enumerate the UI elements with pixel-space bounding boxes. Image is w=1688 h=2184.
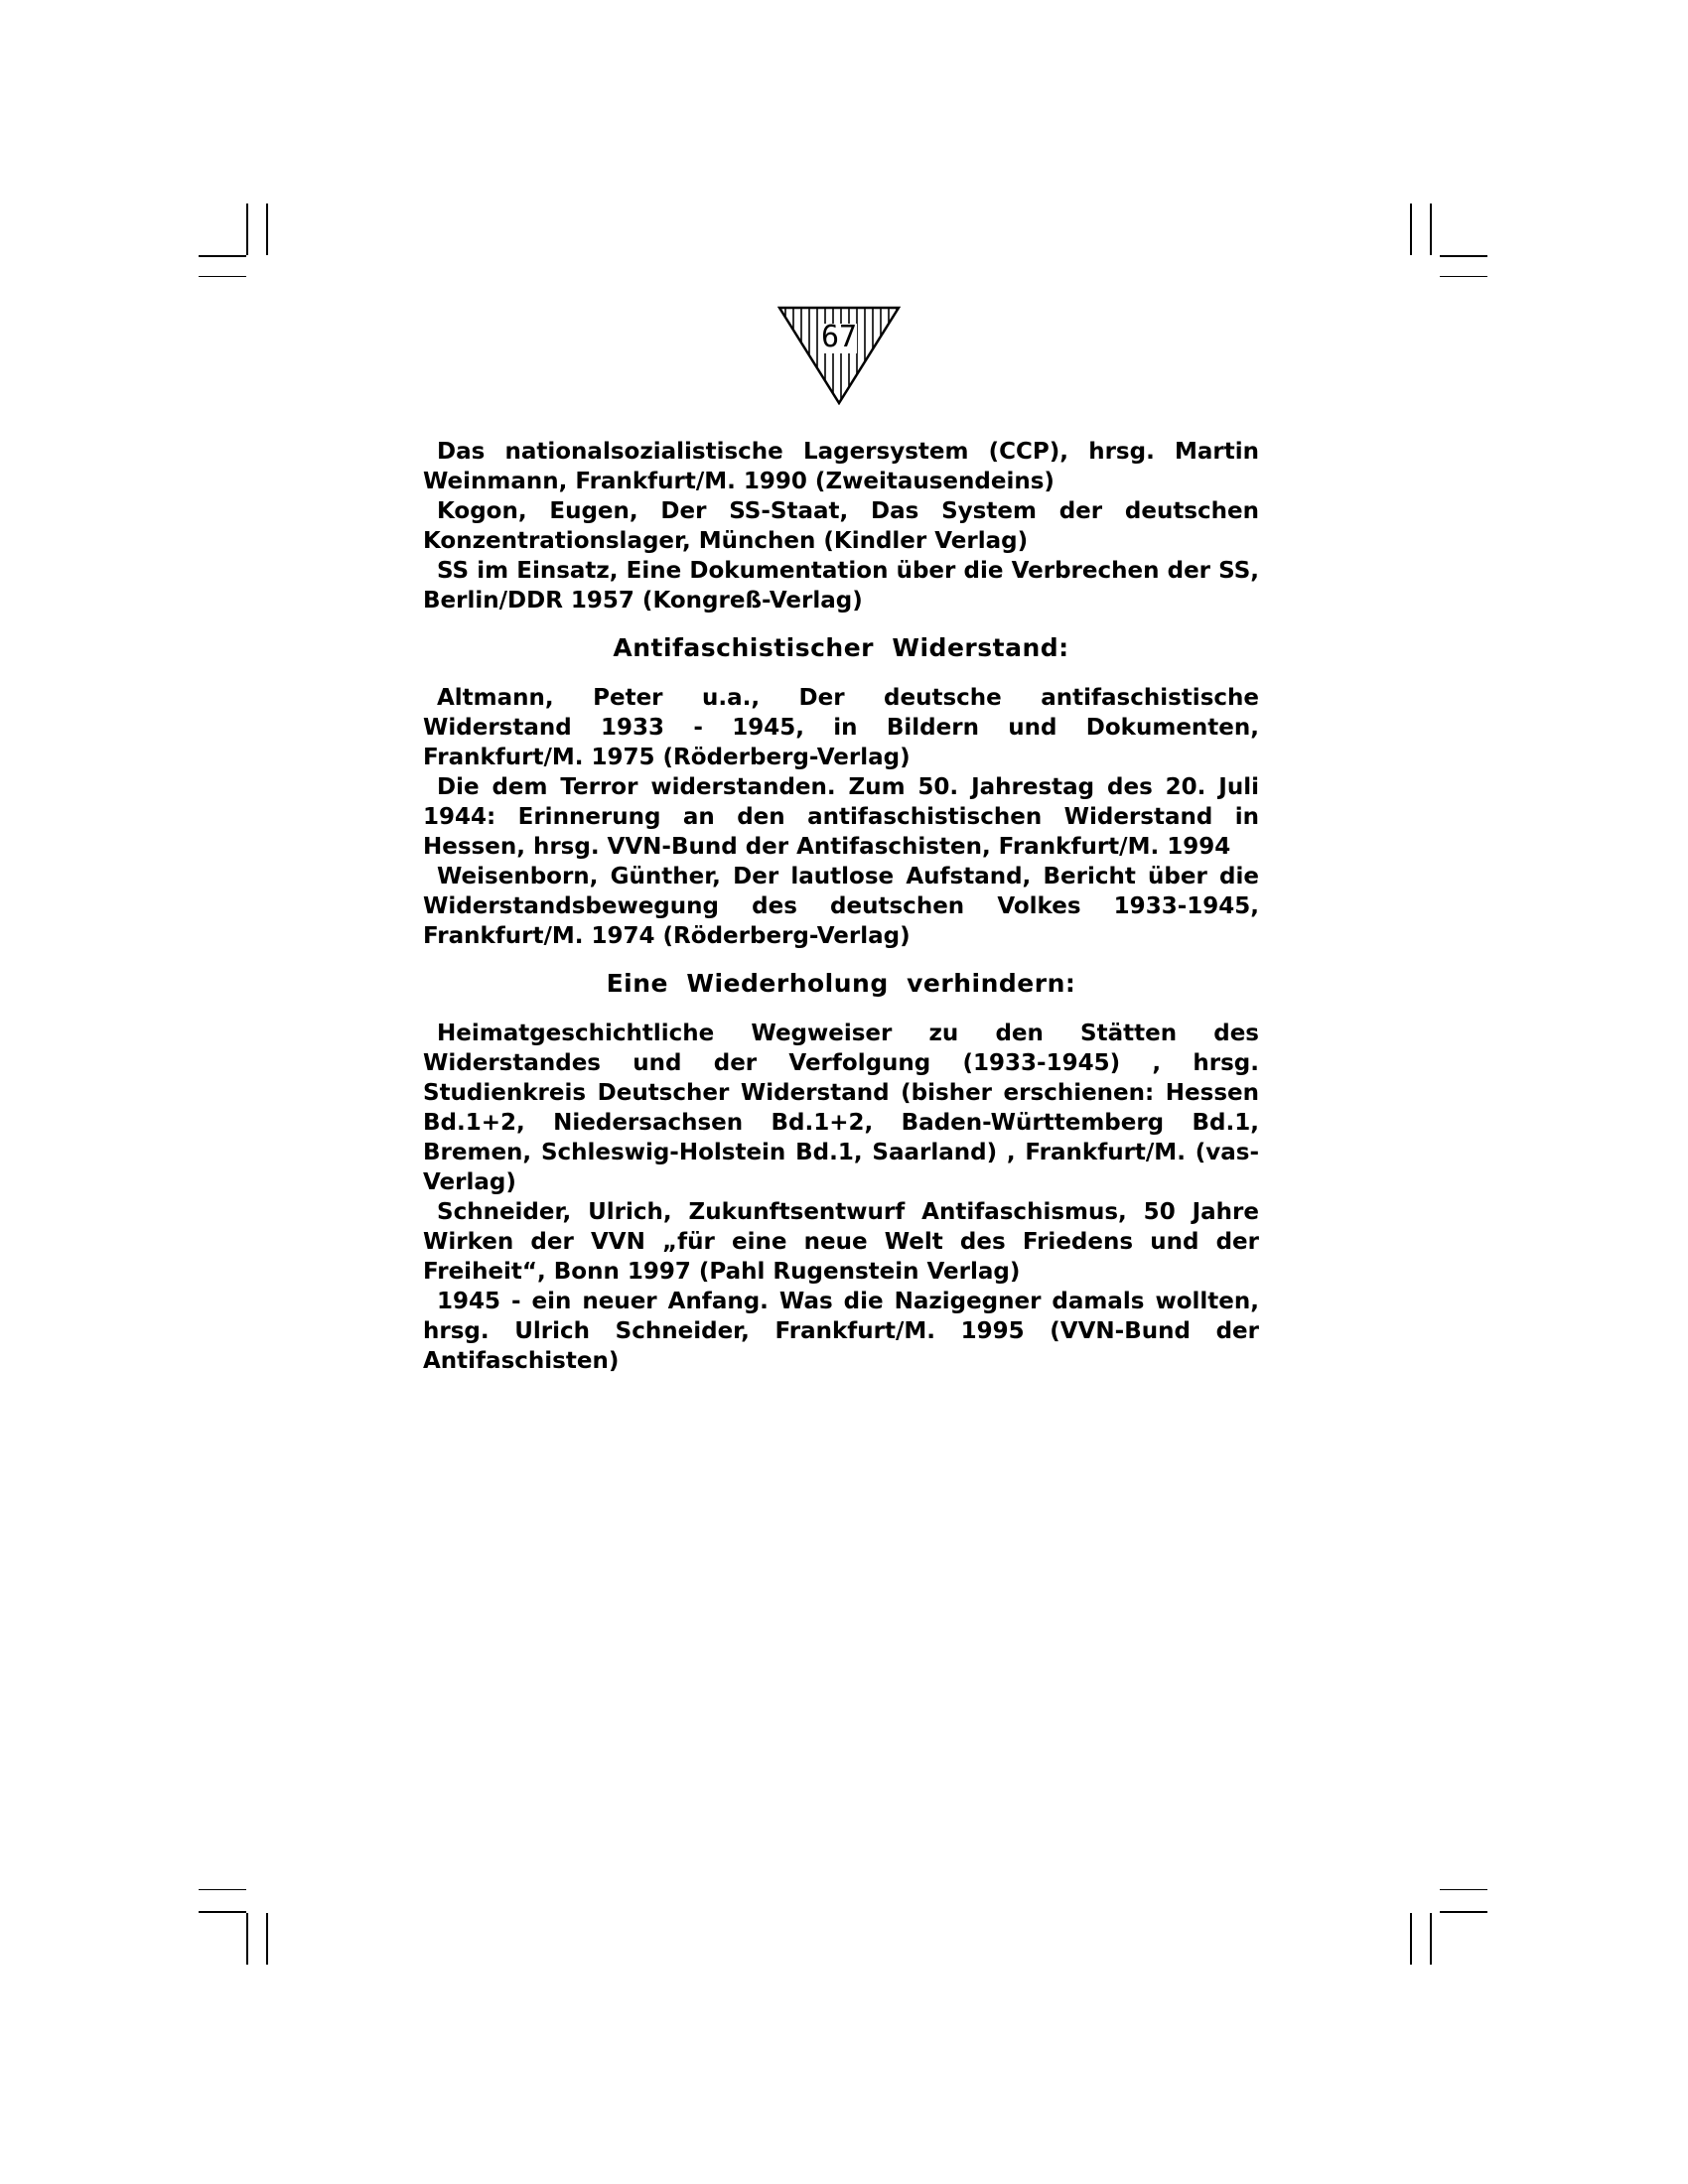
crop-mark-bottom-left-v2 [266, 1913, 268, 1965]
page-number-badge [777, 306, 901, 405]
section-prevent-repetition [423, 969, 1259, 1376]
crop-mark-bottom-left-v1 [246, 1913, 248, 1965]
crop-mark-top-left-h [199, 255, 246, 257]
page-number: 67 [820, 320, 858, 354]
section-heading: Antifaschistischer Widerstand: [613, 633, 1069, 662]
section-heading: Eine Wiederholung verhindern: [606, 969, 1076, 998]
crop-mark-bottom-left-h2 [199, 1889, 246, 1890]
bibliography-entry: SS im Einsatz, Eine Dokumentation über die Verbrechen der SS, Berlin/DDR 1957 (Kongreß-Verlag) [423, 558, 1259, 614]
bibliography-entry: Kogon, Eugen, Der SS-Staat, Das System der deutschen Konzentrationslager, München (Kindler Verlag) [423, 498, 1259, 554]
crop-mark-bottom-left-h [199, 1911, 246, 1913]
bibliography [423, 437, 1259, 1376]
crop-mark-top-left-v2 [266, 204, 268, 255]
crop-mark-bottom-right-h2 [1440, 1889, 1487, 1890]
bibliography-entry: Altmann, Peter u.a., Der deutsche antifaschistische Widerstand 1933 - 1945, in Bildern und Dokumenten, Frankfurt/M. 1975 (Röderberg-Verlag) [423, 685, 1259, 770]
bibliography-entry: Das nationalsozialistische Lagersystem (CCP), hrsg. Martin Weinmann, Frankfurt/M. 1990 (Zweitausendeins) [423, 439, 1259, 494]
crop-mark-top-left-v1 [246, 204, 248, 255]
crop-mark-top-right-h2 [1440, 276, 1487, 277]
crop-mark-bottom-right-h [1440, 1911, 1487, 1913]
bibliography-entry: Schneider, Ulrich, Zukunftsentwurf Antifaschismus, 50 Jahre Wirken der VVN „für eine neue Welt des Friedens und der Freiheit“, Bonn 1997 (Pahl Rugenstein Verlag) [423, 1199, 1259, 1285]
bibliography-entry: Heimatgeschichtliche Wegweiser zu den Stätten des Widerstandes und der Verfolgung (1933-1945) , hrsg. Studienkreis Deutscher Widerstand (bisher erschienen: Hessen Bd.1+2, Niedersachsen Bd.1+2, Baden-Württemberg Bd.1, Bremen, Schleswig-Holstein Bd.1, Saarland) , Frankfurt/M. (vas-Verlag) [423, 1021, 1259, 1195]
bibliography-entry: 1945 - ein neuer Anfang. Was die Nazigegner damals wollten, hrsg. Ulrich Schneider, Frankfurt/M. 1995 (VVN-Bund der Antifaschisten) [423, 1289, 1259, 1374]
section-antifascist-resistance [423, 633, 1259, 951]
crop-mark-bottom-right-v1 [1410, 1913, 1412, 1965]
crop-mark-top-right-h [1440, 255, 1487, 257]
bibliography-entry: Weisenborn, Günther, Der lautlose Aufstand, Bericht über die Widerstandsbewegung des deutschen Volkes 1933-1945, Frankfurt/M. 1974 (Röderberg-Verlag) [423, 864, 1259, 949]
crop-mark-top-right-v1 [1410, 204, 1412, 255]
section-intro [423, 437, 1259, 615]
bibliography-entry: Die dem Terror widerstanden. Zum 50. Jahrestag des 20. Juli 1944: Erinnerung an den antifaschistischen Widerstand in Hessen, hrsg. VVN-Bund der Antifaschisten, Frankfurt/M. 1994 [423, 774, 1259, 860]
crop-mark-top-right-v2 [1430, 204, 1432, 255]
crop-mark-top-left-h2 [199, 276, 246, 277]
crop-mark-bottom-right-v2 [1430, 1913, 1432, 1965]
